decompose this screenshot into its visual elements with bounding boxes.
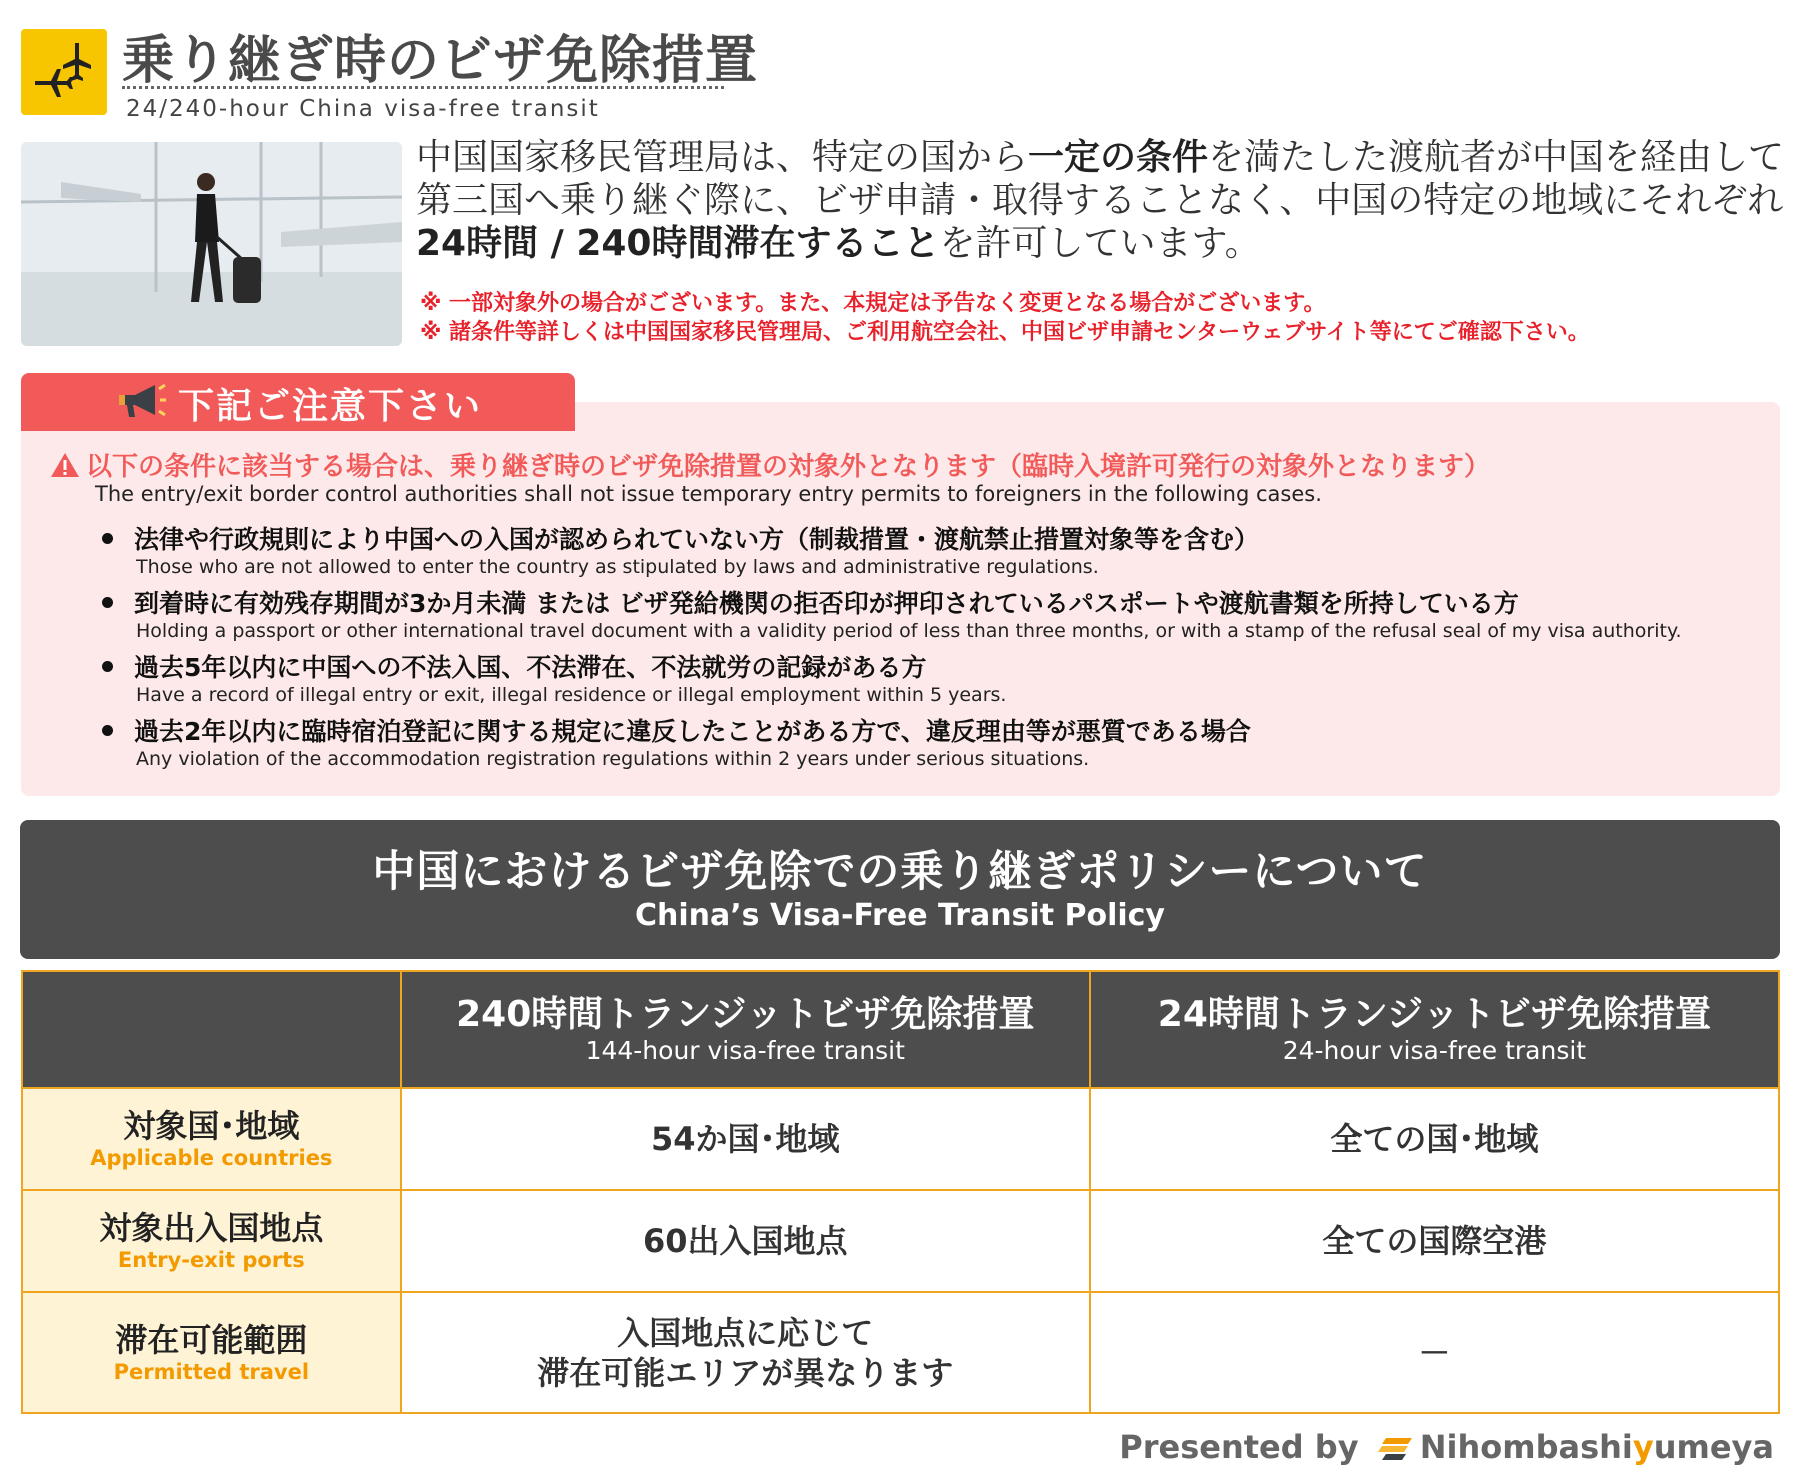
warning-icon bbox=[50, 451, 80, 479]
warning-text-jp: 以下の条件に該当する場合は、乗り継ぎ時のビザ免除措置の対象外となります（臨時入境許可発行の対象外となります） bbox=[86, 452, 1491, 482]
condition-jp: 到着時に有効残存期間が3か月未満 または ビザ発給機関の拒否印が押印されているパスポートや渡航書類を所持している方 bbox=[134, 589, 1519, 618]
list-item bbox=[100, 715, 1760, 779]
bullet-icon bbox=[102, 725, 113, 736]
note-line: ※ 一部対象外の場合がございます。また、本規定は予告なく変更となる場合がございます。 bbox=[420, 291, 1326, 316]
column-title-en: 144-hour visa-free transit bbox=[585, 1035, 905, 1065]
warning-line bbox=[50, 446, 1490, 483]
column-header-240h bbox=[401, 971, 1090, 1088]
bullet-icon bbox=[102, 533, 113, 544]
caution-tab bbox=[21, 373, 575, 431]
list-item bbox=[100, 651, 1760, 715]
page-title: 乗り継ぎ時のビザ免除措置 bbox=[122, 31, 759, 91]
list-item bbox=[100, 587, 1760, 651]
table-cell bbox=[401, 1292, 1090, 1413]
intro-emphasis-1: 一定の条件 bbox=[1028, 137, 1209, 178]
cell-line: 滞在可能エリアが異なります bbox=[537, 1353, 954, 1392]
note-line: ※ 諸条件等詳しくは中国国家移民管理局、ご利用航空会社、中国ビザ申請センターウェブサイト等にてご確認下さい。 bbox=[420, 320, 1590, 345]
row-title-en: Permitted travel bbox=[113, 1359, 310, 1384]
policy-banner bbox=[20, 820, 1780, 959]
row-header bbox=[22, 1292, 401, 1413]
table-row bbox=[22, 1088, 1779, 1190]
table-row bbox=[22, 1292, 1779, 1413]
policy-title-en: China’s Visa-Free Transit Policy bbox=[635, 898, 1165, 933]
table-cell: － bbox=[1090, 1292, 1779, 1413]
row-title-jp: 滞在可能範囲 bbox=[115, 1320, 308, 1359]
condition-list bbox=[100, 523, 1760, 779]
traveler-photo bbox=[21, 142, 402, 346]
policy-table bbox=[21, 970, 1780, 1414]
brand-logo-icon bbox=[1376, 1434, 1414, 1464]
condition-en: Any violation of the accommodation registration regulations within 2 years under serious situations. bbox=[136, 748, 1090, 770]
condition-en: Have a record of illegal entry or exit, illegal residence or illegal employment within 5 years. bbox=[136, 684, 1007, 706]
table-cell: 全ての国･地域 bbox=[1090, 1088, 1779, 1190]
warning-text-en: The entry/exit border control authorities shall not issue temporary entry permits to foreigners in the following cases. bbox=[95, 482, 1322, 506]
table-cell: 54か国･地域 bbox=[401, 1088, 1090, 1190]
row-header bbox=[22, 1088, 401, 1190]
condition-jp: 過去2年以内に臨時宿泊登記に関する規定に違反したことがある方で、違反理由等が悪質である場合 bbox=[134, 717, 1251, 746]
intro-emphasis-2: 24時間 / 240時間滞在すること bbox=[416, 223, 940, 264]
caution-tab-label: 下記ご注意下さい bbox=[178, 386, 483, 427]
row-title-en: Entry-exit ports bbox=[117, 1248, 305, 1272]
row-title-jp: 対象出入国地点 bbox=[99, 1209, 324, 1247]
condition-en: Those who are not allowed to enter the country as stipulated by laws and administrative regulations. bbox=[136, 556, 1099, 578]
table-corner-cell bbox=[22, 971, 401, 1088]
cell-line: 入国地点に応じて bbox=[617, 1313, 874, 1352]
row-title-jp: 対象国･地域 bbox=[123, 1107, 300, 1145]
intro-text-1: 中国国家移民管理局は、特定の国から bbox=[416, 137, 1029, 178]
presented-by-label: Presented by bbox=[1119, 1428, 1359, 1466]
intro-text-3: を許可しています。 bbox=[939, 223, 1261, 264]
condition-jp: 過去5年以内に中国への不法入国、不法滞在、不法就労の記録がある方 bbox=[134, 653, 927, 682]
condition-en: Holding a passport or other international travel document with a validity period of less than three months, or with a stamp of the refusal seal of my visa authority. bbox=[136, 620, 1682, 642]
column-title-jp: 24時間トランジットビザ免除措置 bbox=[1157, 993, 1711, 1035]
table-cell: 60出入国地点 bbox=[401, 1190, 1090, 1292]
list-item bbox=[100, 523, 1760, 587]
bullet-icon bbox=[102, 597, 113, 608]
column-title-jp: 240時間トランジットビザ免除措置 bbox=[456, 993, 1035, 1035]
page-subtitle: 24/240-hour China visa-free transit bbox=[126, 96, 600, 122]
condition-jp: 法律や行政規則により中国への入国が認められていない方（制裁措置・渡航禁止措置対象等を含む） bbox=[134, 525, 1260, 554]
column-title-en: 24-hour visa-free transit bbox=[1282, 1035, 1587, 1065]
intro-paragraph bbox=[416, 136, 1786, 265]
brand-name-part: y bbox=[1632, 1428, 1654, 1466]
table-row bbox=[22, 1190, 1779, 1292]
intro-notes bbox=[420, 289, 1790, 347]
bullet-icon bbox=[102, 661, 113, 672]
table-cell: 全ての国際空港 bbox=[1090, 1190, 1779, 1292]
column-header-24h bbox=[1090, 971, 1779, 1088]
brand-name-part: umeya bbox=[1653, 1428, 1774, 1466]
row-title-en: Applicable countries bbox=[90, 1146, 333, 1170]
row-header bbox=[22, 1190, 401, 1292]
megaphone-icon bbox=[115, 379, 167, 423]
title-divider bbox=[122, 86, 724, 89]
brand-name-part: Nihombashi bbox=[1419, 1428, 1633, 1466]
policy-title-jp: 中国におけるビザ免除での乗り継ぎポリシーについて bbox=[372, 847, 1428, 897]
intro-text-2: を満たした渡航者が中国を経由して第三国へ乗り継ぐ際に、ビザ申請・取得することなく、中国の特定の地域にそれぞれ bbox=[416, 137, 1785, 221]
airplane-transit-icon bbox=[21, 29, 107, 115]
footer-credit bbox=[1119, 1428, 1774, 1466]
